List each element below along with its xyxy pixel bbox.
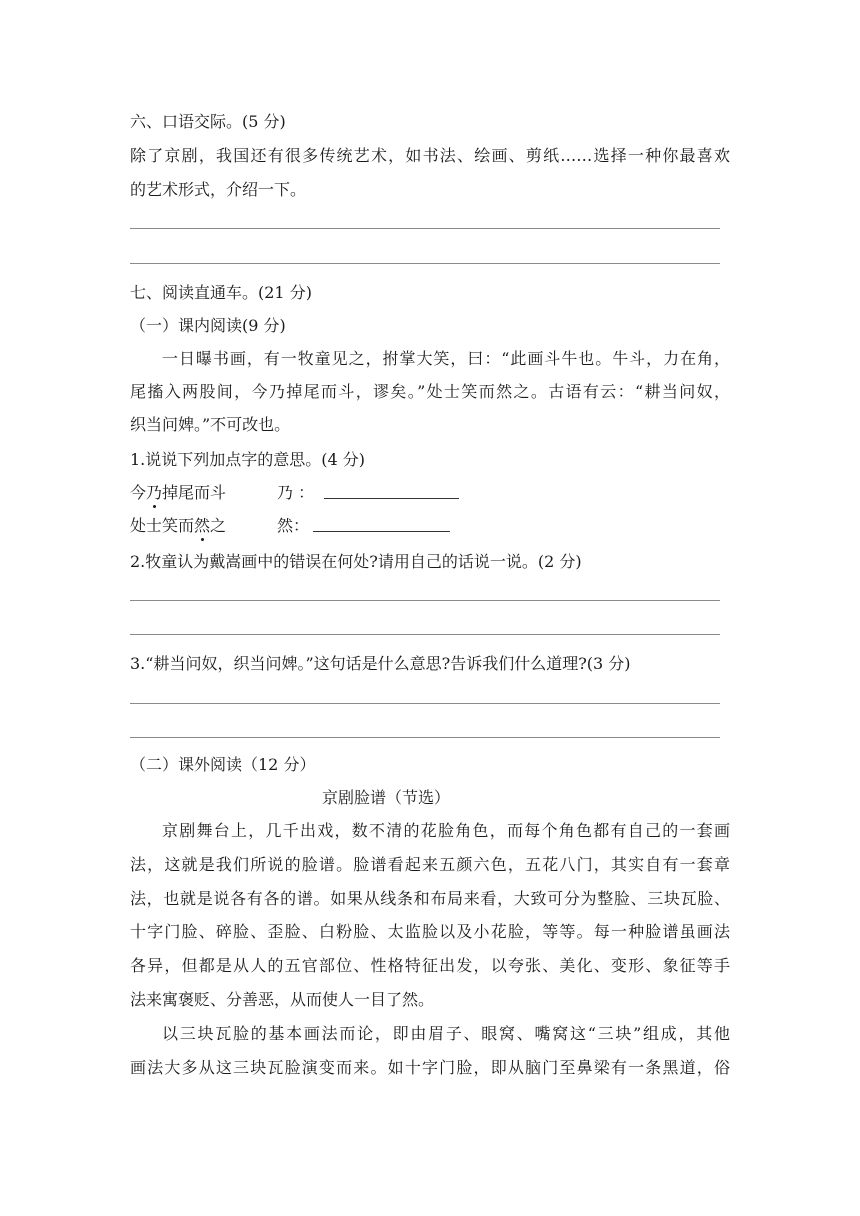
question-3: 3.“耕当问奴，织当问婢。”这句话是什么意思?告诉我们什么道理?(3 分) bbox=[130, 654, 631, 673]
article-line-7: 以三块瓦脸的基本画法而论，即由眉子、眼窝、嘴窝这“三块”组成，其他 bbox=[162, 1024, 730, 1043]
article-line-4: 十字门脸、碎脸、歪脸、白粉脸、太监脸以及小花脸，等等。每一种脸谱虽画法 bbox=[130, 922, 730, 941]
article-title: 京剧脸谱（节选） bbox=[322, 788, 451, 807]
article-line-5: 各异，但都是从人的五官部位、性格特征出发，以夸张、美化、变形、象征等手 bbox=[130, 956, 730, 975]
section-6-prompt-line-2: 的艺术形式，介绍一下。 bbox=[130, 180, 307, 199]
passage-line-2: 尾搐入两股间，今乃掉尾而斗，谬矣。”处士笑而然之。古语有云：“耕当问奴， bbox=[130, 382, 730, 401]
part-1-heading: （一）课内阅读(9 分) bbox=[130, 316, 286, 335]
item-1-text-before: 今 bbox=[130, 483, 147, 502]
article-line-3: 法，也就是说各有各的谱。如果从线条和布局来看，大致可分为整脸、三块瓦脸、 bbox=[130, 889, 730, 908]
answer-line[interactable] bbox=[130, 737, 720, 738]
item-2-text-after: 之 bbox=[210, 516, 227, 535]
answer-line[interactable] bbox=[130, 228, 720, 229]
answer-line[interactable] bbox=[130, 263, 720, 264]
section-7-heading: 七、阅读直通车。(21 分) bbox=[130, 283, 312, 302]
item-1-answer-blank[interactable] bbox=[324, 482, 459, 505]
question-2: 2.牧童认为戴嵩画中的错误在何处?请用自己的话说一说。(2 分) bbox=[130, 552, 582, 571]
section-6-prompt-line-1: 除了京剧，我国还有很多传统艺术，如书法、绘画、剪纸……选择一种你最喜欢 bbox=[130, 146, 730, 165]
answer-line[interactable] bbox=[130, 634, 720, 635]
question-1-item-2 bbox=[130, 515, 226, 537]
item-1-text-after: 掉尾而斗 bbox=[162, 483, 227, 502]
question-1: 1.说说下列加点字的意思。(4 分) bbox=[130, 450, 366, 469]
article-line-6: 法来寓褒贬、分善恶，从而使人一目了然。 bbox=[130, 990, 435, 1009]
part-2-heading: （二）课外阅读（12 分） bbox=[130, 755, 316, 774]
dotted-char: 乃 bbox=[146, 483, 163, 502]
passage-line-3: 织当问婢。”不可改也。 bbox=[130, 415, 291, 434]
item-2-answer-blank[interactable] bbox=[313, 515, 450, 538]
article-line-1: 京剧舞台上，几千出戏，数不清的花脸角色，而每个角色都有自己的一套画 bbox=[162, 821, 730, 840]
section-6-heading: 六、口语交际。(5 分) bbox=[130, 112, 286, 131]
item-2-label: 然： bbox=[277, 516, 310, 535]
item-2-text-before: 处士笑而 bbox=[130, 516, 195, 535]
answer-line[interactable] bbox=[130, 600, 720, 601]
dotted-char: 然 bbox=[194, 516, 211, 535]
question-1-item-1 bbox=[130, 482, 226, 504]
article-line-8: 画法大多从这三块瓦脸演变而来。如十字门脸，即从脑门至鼻梁有一条黑道，俗 bbox=[130, 1058, 730, 1077]
article-line-2: 法，这就是我们所说的脸谱。脸谱看起来五颜六色，五花八门，其实自有一套章 bbox=[130, 855, 730, 874]
passage-line-1: 一日曝书画，有一牧童见之，拊掌大笑，曰：“此画斗牛也。牛斗，力在角， bbox=[162, 349, 730, 368]
answer-line[interactable] bbox=[130, 703, 720, 704]
item-1-label: 乃 ： bbox=[277, 483, 315, 502]
